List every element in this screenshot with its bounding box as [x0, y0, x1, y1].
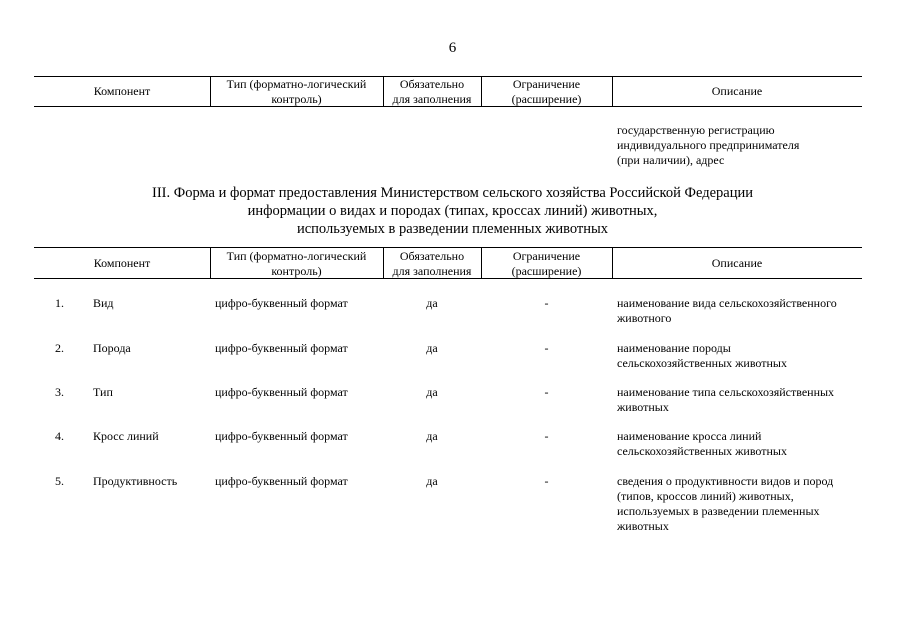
continued-line: (при наличии), адрес	[617, 153, 725, 167]
row-required: да	[426, 385, 438, 399]
row-type: цифро-буквенный формат	[215, 341, 348, 355]
description-line: наименование типа сельскохозяйственных	[617, 385, 835, 399]
continued-description	[617, 123, 799, 168]
row-restriction: -	[544, 474, 549, 488]
description-line: сельскохозяйственных животных	[617, 356, 787, 370]
header-type	[210, 248, 383, 279]
row-component: Кросс линий	[93, 429, 159, 443]
row-component: Тип	[93, 385, 113, 399]
header-component: Компонент	[93, 84, 151, 98]
row-description	[617, 474, 833, 534]
row-restriction: -	[544, 296, 549, 310]
header-required	[383, 248, 481, 279]
row-type: цифро-буквенный формат	[215, 429, 348, 443]
header-description: Описание	[711, 84, 763, 98]
header-restriction	[481, 248, 612, 279]
header-required-line1: Обязательно	[399, 248, 465, 263]
row-required: да	[426, 429, 438, 443]
continued-line: индивидуального предпринимателя	[617, 138, 800, 152]
header-type	[210, 76, 383, 107]
description-line: наименование вида сельскохозяйственного	[617, 296, 837, 310]
description-line: сельскохозяйственных животных	[617, 444, 787, 458]
description-line: животных	[617, 400, 669, 414]
header-type-line1: Тип (форматно-логический	[226, 76, 367, 91]
row-component: Порода	[93, 341, 131, 355]
row-type: цифро-буквенный формат	[215, 296, 348, 310]
header-component: Компонент	[93, 256, 151, 270]
section-title-line: используемых в разведении племенных животных	[296, 221, 609, 237]
row-type: цифро-буквенный формат	[215, 385, 348, 399]
row-restriction: -	[544, 429, 549, 443]
header-required-line2: для заполнения	[392, 91, 472, 106]
row-required: да	[426, 341, 438, 355]
header-restriction-line1: Ограничение	[512, 76, 581, 91]
row-required: да	[426, 296, 438, 310]
description-line: наименование породы	[617, 341, 731, 355]
row-component: Вид	[93, 296, 114, 310]
section-title-line: III. Форма и формат предоставления Министерством сельского хозяйства Российской Федерации	[152, 185, 753, 201]
row-number: 1.	[55, 296, 64, 310]
description-line: наименование кросса линий	[617, 429, 762, 443]
row-number: 3.	[55, 385, 64, 399]
row-type: цифро-буквенный формат	[215, 474, 348, 488]
header-restriction-line2: (расширение)	[511, 263, 582, 278]
row-description	[617, 296, 837, 326]
row-component: Продуктивность	[93, 474, 178, 488]
header-type-line2: контроль)	[271, 91, 322, 106]
header-required	[383, 76, 481, 107]
header-restriction-line2: (расширение)	[511, 91, 582, 106]
header-type-line2: контроль)	[271, 263, 322, 278]
row-description	[617, 429, 787, 459]
header-type-line1: Тип (форматно-логический	[226, 248, 367, 263]
description-line: животного	[617, 311, 672, 325]
header-restriction	[481, 76, 612, 107]
header-description: Описание	[711, 256, 763, 270]
row-description	[617, 341, 787, 371]
description-line: сведения о продуктивности видов и пород	[617, 474, 834, 488]
header-required-line2: для заполнения	[392, 263, 472, 278]
row-restriction: -	[544, 341, 549, 355]
row-required: да	[426, 474, 438, 488]
continued-line: государственную регистрацию	[617, 123, 775, 137]
description-line: (типов, кроссов линий) животных,	[617, 489, 794, 503]
row-number: 4.	[55, 429, 64, 443]
header-restriction-line1: Ограничение	[512, 248, 581, 263]
section-title-line: информации о видах и породах (типах, кроссах линий) животных,	[247, 203, 658, 219]
header-required-line1: Обязательно	[399, 76, 465, 91]
row-restriction: -	[544, 385, 549, 399]
description-line: животных	[617, 519, 669, 533]
section-title	[0, 184, 905, 238]
row-description	[617, 385, 834, 415]
row-number: 2.	[55, 341, 64, 355]
row-number: 5.	[55, 474, 64, 488]
page-number: 6	[448, 40, 457, 56]
description-line: используемых в разведении племенных	[617, 504, 820, 518]
